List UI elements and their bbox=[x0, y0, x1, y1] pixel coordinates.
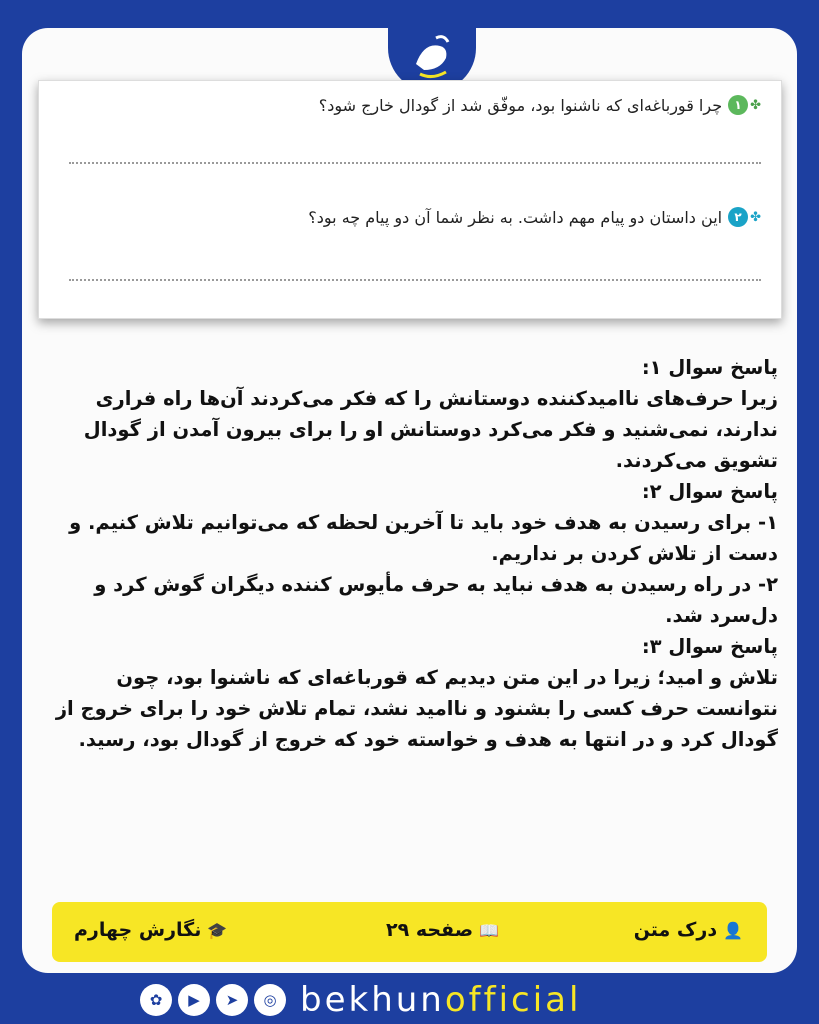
footer-book bbox=[74, 919, 227, 941]
question-number-badge: ۱ bbox=[728, 95, 748, 115]
answer-text: ۱- برای رسیدن به هدف خود باید تا آخرین لحظه که می‌توانیم تلاش کنیم. و دست از تلاش کردن بر نداریم. bbox=[69, 511, 778, 565]
question-2 bbox=[308, 207, 761, 227]
brand-name[interactable]: bekhunofficial bbox=[300, 980, 582, 1020]
footer-book-label: نگارش چهارم bbox=[74, 919, 202, 941]
answer-heading: پاسخ سوال ۳: bbox=[641, 635, 778, 658]
answers-section bbox=[44, 352, 778, 755]
question-text: این داستان دو پیام مهم داشت. به نظر شما آن دو پیام چه بود؟ bbox=[308, 207, 723, 227]
footer-bar bbox=[52, 902, 767, 962]
answer-text: زیرا حرف‌های ناامیدکننده دوستانش را که فکر می‌کردند آن‌ها راه فراری ندارند، نمی‌شنید و فکر می‌کرد دوستانش او را برای بیرون آمدن از گودال تشویق می‌کردند. bbox=[83, 387, 778, 472]
question-1 bbox=[319, 95, 761, 115]
student-icon: 👤 bbox=[723, 920, 743, 940]
footer-topic bbox=[634, 919, 743, 941]
answer-line bbox=[69, 162, 761, 164]
answer-text: ۲- در راه رسیدن به هدف نباید به حرف مأیوس کننده دیگران گوش کرد و دل‌سرد شد. bbox=[94, 573, 778, 627]
graduation-cap-icon: 🎓 bbox=[207, 920, 228, 940]
answer-text: تلاش و امید؛ زیرا در این متن دیدیم که قورباغه‌ای که ناشنوا بود، چون نتوانست حرف کسی را بشنود و ناامید نشد، تمام تلاش خود را برای خروج از گودال کرد و در انتها به هدف و خواسته خود که خروج از گودال بود، رسید. bbox=[55, 666, 778, 751]
question-number-badge: ۲ bbox=[728, 207, 748, 227]
footer-page bbox=[386, 919, 499, 941]
answer-heading: پاسخ سوال ۲: bbox=[641, 480, 778, 503]
book-icon: 📖 bbox=[479, 920, 499, 940]
footer-page-label: صفحه ۲۹ bbox=[386, 919, 474, 941]
answer-heading: پاسخ سوال ۱: bbox=[641, 356, 778, 379]
leaf-icon: ✤ bbox=[750, 97, 761, 113]
telegram-icon[interactable]: ➤ bbox=[216, 984, 248, 1016]
social-bar bbox=[140, 980, 581, 1020]
footer-topic-label: درک متن bbox=[633, 919, 718, 941]
leaf-icon: ✤ bbox=[750, 209, 761, 225]
answer-line bbox=[69, 279, 761, 281]
question-text: چرا قورباغه‌ای که ناشنوا بود، موفّق شد از گودال خارج شود؟ bbox=[318, 95, 723, 115]
youtube-icon[interactable]: ▶ bbox=[178, 984, 210, 1016]
instagram-icon[interactable]: ◎ bbox=[254, 984, 286, 1016]
aparat-icon[interactable]: ✿ bbox=[140, 984, 172, 1016]
question-box bbox=[38, 80, 782, 319]
